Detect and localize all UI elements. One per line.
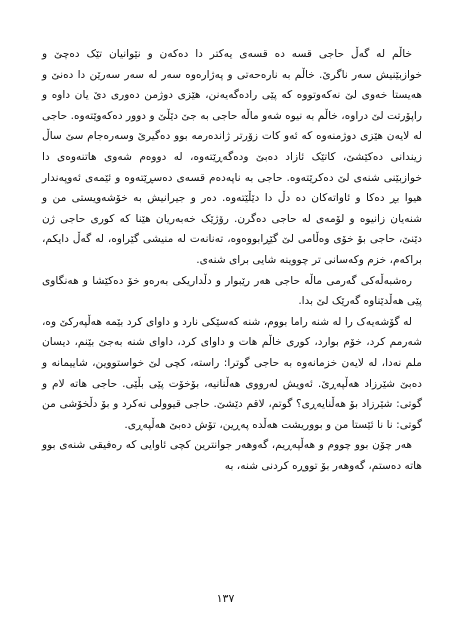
paragraph-1: خاڵم لە گەڵ حاجی قسە دە قسەی یەکتر دا دەکەن و نێوانیان تێک دەچێ و خوازبێنیش سەر ناگرێ. خاڵم بە نارەحەتی و پەژارەوە سەر لە سەر سەرێن دا دەنێ و هەیستا خەوی لێ نەکەوتووە کە پێی رادەگەیەنن، هێزی دوژمن دەوری دێ یان داوە و راپۆرتت لێ دراوە، خاڵم بە نیوە شەو ماڵە حاجی بە جێ دێڵێ و دوور دەکەوێتەوە. حاجی لە لایەن هێزی دوژمنەوە کە ئەو کات زۆرتر ژاندەرمە بوو دەگیرێ وسەرەجام سێ ساڵ زیندانی دەکێشێ، کاتێک ئازاد دەبێ ودەگەڕێتەوە، لە دووەم شەوی هاتنەوەی دا خوازبێنی شنەی لێ دەکرێتەوە. حاجی بە ناپەدەم قسەی دەسڕێتەوە و ئێمەی ئەوپەندار هیوا بڕ دەکا و ئاواتەکان دە دڵ دا دێڵێتەوە. دەر و جیرانیش بە خۆشەویستی من و شنەیان زانیوە و لۆمەی لە حاجی دەگرن. رۆژێک خەبەریان هێنا کە کوری حاجی ژن دێنێ، حاجی بۆ خۆی وەڵامی لێ گێڕابووەوە، تەنانەت لە منیشی گێراوە، لە گەڵ دایکم، براکەم، خزم وکەسانی تر چووینە شایی برای شنەی.	[42, 48, 422, 266]
paragraph-4: هەر چۆن بوو چووم و هەڵپەڕیم، گەوهەر جوانترین کچی ئاوایی کە رەفیقی شنەی بوو هاتە دەستم، گەوهەر بۆ تووڕە کردنی شنە، بە	[42, 439, 422, 472]
body-text	[42, 44, 422, 476]
paragraph-2: رەشبەڵەکی گەرمی ماڵە حاجی هەر رێبوار و دڵداریکی بەرەو خۆ دەکێشا و هەنگاوی پێی هەڵدێناوە گەرێک لێ بدا.	[42, 274, 422, 308]
page-number: ١٣٧	[216, 592, 235, 605]
paragraph-3: لە گۆشەیەک را لە شنە راما بووم، شنە کەسێکی نارد و داوای کرد بێمە هەڵپەرکێ وە، شەرمم کرد، خۆم بوارد، کوری خاڵم هات و داوای کرد، داوای شنە بەجێ بێنم، دیسان ملم نەدا، لە لایەن خزمانەوە بە حاجی گوترا: راستە، کچی لێ خواستووین، شاییمانە و دەبێ شێرزاد هەڵپەڕێ. ئەویش لەرووی هەڵنانیە، بۆخۆت پێی بڵێی. حاجی هاتە لام و گوتی: شێرزاد بۆ هەڵنایەڕی؟ گوتم، لاقم دێشێ. حاجی قیوولی نەکرد و بۆ دڵخۆشی من گوتی: نا نا ئێستا من و بووریشت هەڵدە پەڕین، تۆش دەبێ هەڵپەڕی.	[42, 315, 422, 431]
